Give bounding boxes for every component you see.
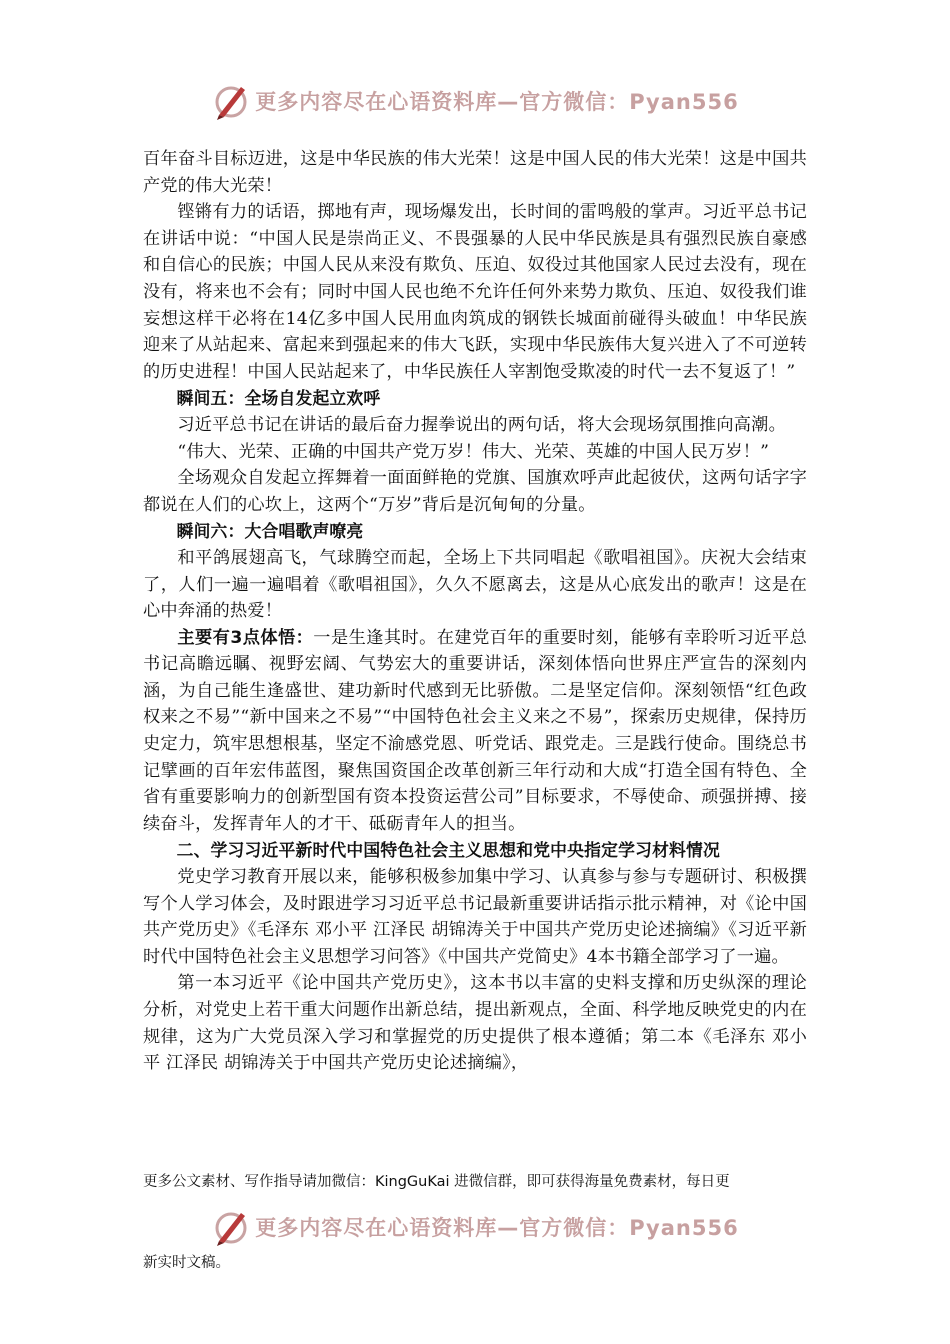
paragraph: 第一本习近平《论中国共产党历史》，这本书以丰富的史料支撑和历史纵深的理论分析，对党史上若干重大问题作出新总结，提出新观点，全面、科学地反映党史的内在规律，这为广大党员深入学习和掌握党的历史提供了根本遵循；第二本《毛泽东 邓小平 江泽民 胡锦涛关于中国共产党历史论述摘编》， [143, 973, 807, 1074]
paragraph-text: 一是生逢其时。在建党百年的重要时刻，能够有幸聆听习近平总书记高瞻远瞩、视野宏阔、气势宏大的重要讲话，深刻体悟向世界庄严宣告的深刻内涵，为自己能生逢盛世、建功新时代感到无比骄傲。二是坚定信仰。深刻领悟“红色政权来之不易”“新中国来之不易”“中国特色社会主义来之不易”，探索历史规律，保持历史定力，筑牢思想根基，坚定不渝感党恩、听党话、跟党走。三是践行使命。围绕总书记擘画的百年宏伟蓝图，聚焦国资国企改革创新三年行动和大成“打造全国有特色、全省有重要影响力的创新型国有资本投资运营公司”目标要求，不辱使命、顽强拼搏、接续奋斗，发挥青年人的才干、砥砺青年人的担当。 [143, 627, 807, 834]
pen-logo-icon [211, 1207, 251, 1247]
paragraph: 铿锵有力的话语，掷地有声，现场爆发出，长时间的雷鸣般的掌声。习近平总书记在讲话中说：“中国人民是崇尚正义、不畏强暴的人民中华民族是具有强烈民族自豪感和自信心的民族；中国人民从来没有欺负、压迫、奴役过其他国家人民过去没有，现在没有，将来也不会有；同时中国人民也绝不允许任何外来势力欺负、压迫、奴役我们谁妄想这样干必将在14亿多中国人民用血肉筑成的钢铁长城面前碰得头破血！中华民族迎来了从站起来、富起来到强起来的伟大飞跃，实现中华民族伟大复兴进入了不可逆转的历史进程！中国人民站起来了，中华民族任人宰割饱受欺凌的时代一去不复返了！” [143, 202, 807, 382]
paragraph [143, 625, 807, 838]
footer-note: 更多公文素材、写作指导请加微信：KingGuKai 进微信群，即可获得海量免费素材，每日更 [143, 1174, 730, 1190]
watermark-footer [0, 1205, 950, 1249]
watermark-header [0, 79, 950, 123]
paragraph: 和平鸽展翅高飞，气球腾空而起，全场上下共同唱起《歌唱祖国》。庆祝大会结束了，人们一遍一遍唱着《歌唱祖国》，久久不愿离去，这是从心底发出的歌声！这是在心中奔涌的热爱！ [143, 547, 807, 622]
pen-logo-icon [211, 81, 251, 121]
document-body [143, 146, 807, 1077]
paragraph: 习近平总书记在讲话的最后奋力握拳说出的两句话，将大会现场氛围推向高潮。 [177, 414, 786, 435]
watermark-text: 更多内容尽在心语资料库—官方微信：Pyan556 [255, 1216, 739, 1240]
paragraph: 党史学习教育开展以来，能够积极参加集中学习、认真参与参与专题研讨、积极撰写个人学习体会，及时跟进学习习近平总书记最新重要讲话指示批示精神，对《论中国共产党历史》《毛泽东 邓小平 江泽民 胡锦涛关于中国共产党历史论述摘编》《习近平新时代中国特色社会主义思想学习问答》《中国共产党简史》4本书籍全部学习了一遍。 [143, 867, 807, 967]
section-heading: 二、学习习近平新时代中国特色社会主义思想和党中央指定学习材料情况 [176, 840, 720, 861]
footer-note-continued: 新实时文稿。 [143, 1255, 230, 1271]
lead-phrase: 主要有3点体悟： [177, 627, 314, 648]
section-heading: 瞬间五：全场自发起立欢呼 [176, 388, 381, 409]
paragraph: 百年奋斗目标迈进，这是中华民族的伟大光荣！这是中国人民的伟大光荣！这是中国共产党的伟大光荣！ [143, 149, 807, 196]
watermark-text: 更多内容尽在心语资料库—官方微信：Pyan556 [255, 90, 739, 114]
paragraph: “伟大、光荣、正确的中国共产党万岁！伟大、光荣、英雄的中国人民万岁！” [177, 441, 770, 462]
paragraph: 全场观众自发起立挥舞着一面面鲜艳的党旗、国旗欢呼声此起彼伏，这两句话字字都说在人们的心坎上，这两个“万岁”背后是沉甸甸的分量。 [143, 468, 807, 515]
section-heading: 瞬间六：大合唱歌声嘹亮 [176, 521, 364, 542]
